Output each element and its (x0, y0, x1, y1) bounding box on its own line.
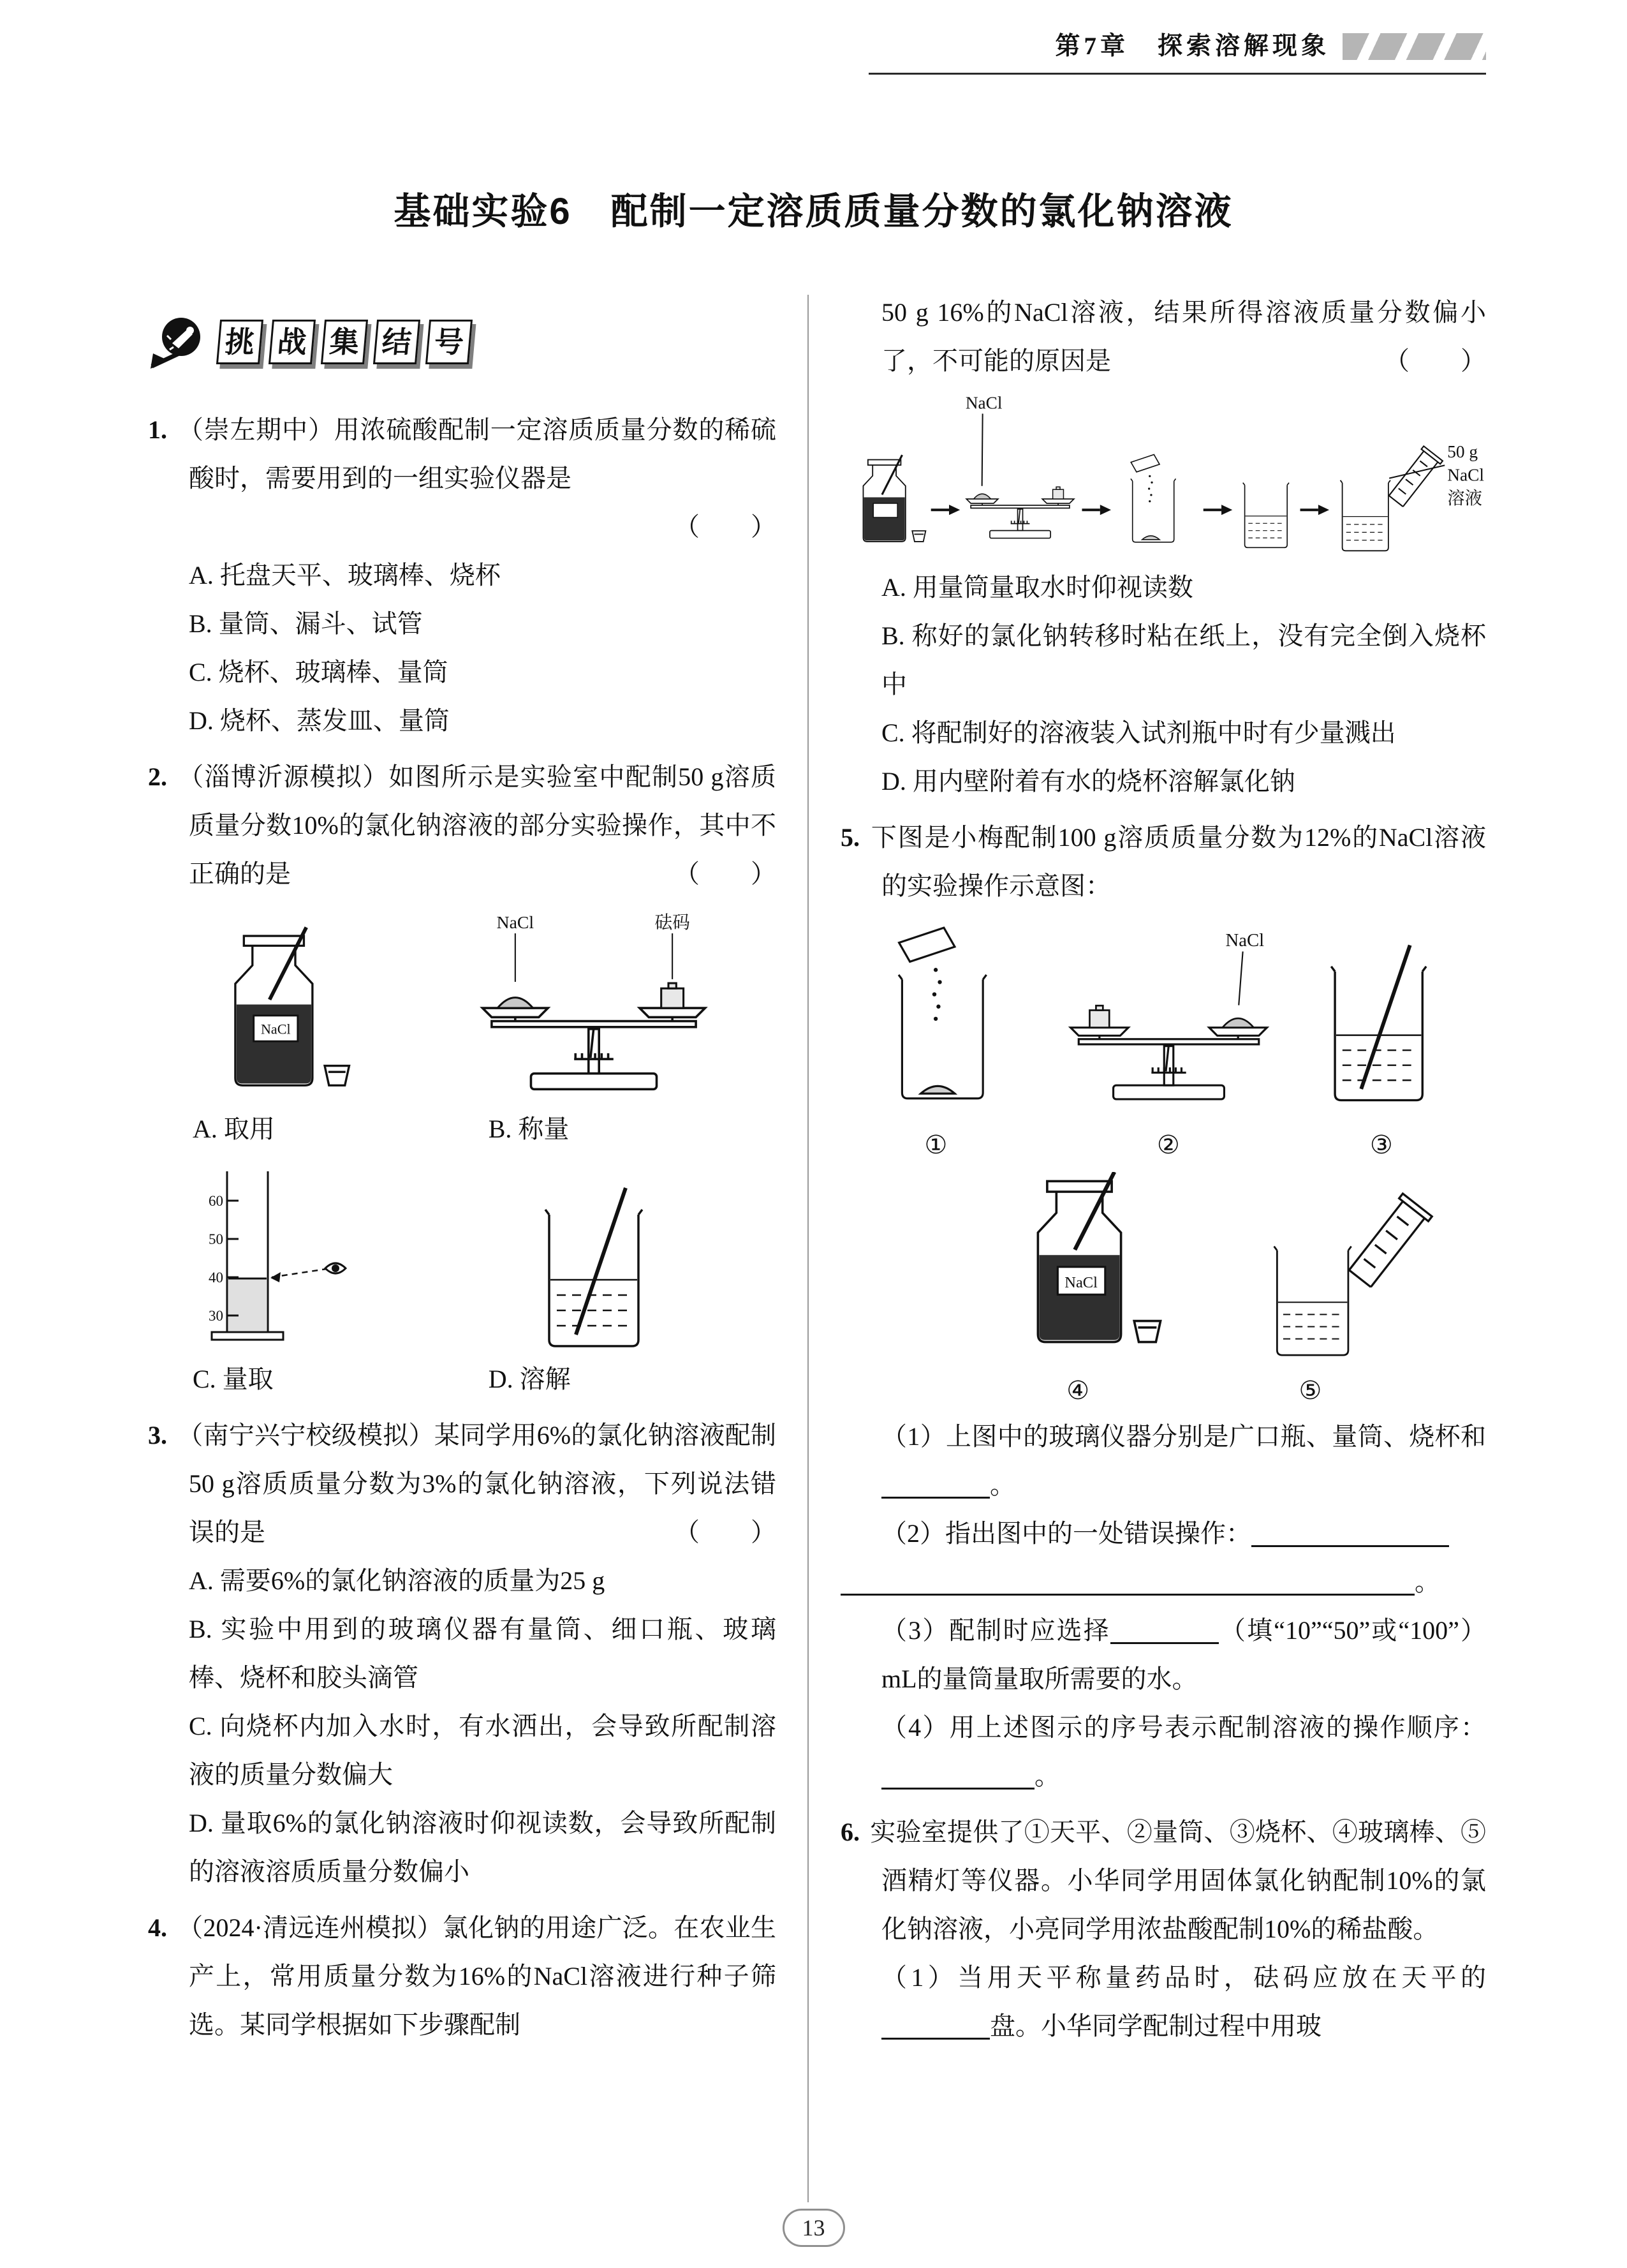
subquestion-text: 。 (990, 1471, 1015, 1500)
option-b: B. 实验中用到的玻璃仪器有量筒、细口瓶、玻璃棒、烧杯和胶头滴管 (189, 1615, 776, 1692)
option-a: A. 托盘天平、玻璃棒、烧杯 (189, 561, 501, 589)
header-rule (869, 73, 1486, 75)
blank-line (1110, 1615, 1219, 1644)
subquestion-text: （4）用上述图示的序号表示配制溶液的操作顺序： (881, 1713, 1486, 1742)
preparation-steps-figure (841, 390, 1486, 558)
q5-steps-row1-figure (841, 915, 1486, 1120)
circled-number: ④ (1066, 1376, 1090, 1405)
figure-caption: D. 溶解 (488, 1365, 571, 1393)
blank-line (841, 1566, 1415, 1596)
q2-captions-2 (148, 1355, 776, 1404)
option-b: B. 称好的氯化钠转移时粘在纸上，没有完全倒入烧杯中 (881, 621, 1486, 699)
badge-char: 号 (425, 320, 473, 364)
figure-caption: A. 取用 (193, 1115, 275, 1143)
question-number: 4. (148, 1913, 167, 1942)
question-text: （南宁兴宁校级模拟）某同学用6%的氯化钠溶液配制50 g溶质质量分数为3%的氯化钠溶液，下列说法错误的是 (177, 1421, 776, 1546)
answer-paren: （ ） (674, 859, 776, 888)
decorative-slashes-icon (1343, 33, 1486, 60)
salt-label: NaCl (496, 912, 534, 932)
q5-steps-row2-figure (841, 1172, 1486, 1366)
option-d: D. 量取6%的氯化钠溶液时仰视读数，会导致所配制的溶液溶质质量分数偏小 (189, 1809, 776, 1886)
column-divider (807, 295, 809, 2202)
question-text: 下图是小梅配制100 g溶质质量分数为12%的NaCl溶液的实验操作示意图： (870, 823, 1486, 901)
subquestion-text: （填“10”“50”或“100”）mL的量筒量取所需要的水。 (881, 1616, 1487, 1694)
weights-label: 砝码 (654, 912, 691, 932)
tick-label: 30 (208, 1308, 223, 1324)
option-b: B. 量筒、漏斗、试管 (189, 609, 423, 638)
question-3 (148, 1411, 776, 1896)
figure-caption: C. 量取 (193, 1365, 274, 1393)
blank-line (881, 1469, 990, 1499)
circled-number: ② (1156, 1130, 1180, 1159)
page-title: 基础实验6 配制一定溶质质量分数的氯化钠溶液 (394, 190, 1233, 232)
question-text: （2024·清远连州模拟）氯化钠的用途广泛。在农业生产上，常用质量分数为16%的NaCl溶液进行种子筛选。某同学根据如下步骤配制 (177, 1913, 776, 2039)
answer-paren: （ ） (1384, 346, 1486, 375)
option-a: A. 用量筒量取水时仰视读数 (881, 573, 1193, 602)
reagent-bottle-icon (203, 921, 357, 1105)
bottle-label: NaCl (260, 1021, 291, 1037)
blank-line (881, 2010, 990, 2040)
figure-caption: B. 称量 (488, 1115, 570, 1143)
circled-number: ⑤ (1299, 1376, 1322, 1405)
final-solution-label: NaCl (1447, 465, 1484, 485)
chapter-header-text: 第7章 探索溶解现象 (1055, 33, 1330, 60)
tick-label: 40 (208, 1270, 223, 1286)
subquestion-text: （3）配制时应选择 (881, 1616, 1110, 1645)
question-4 (148, 1904, 776, 2049)
page-number: 13 (802, 2215, 825, 2241)
q5-step-numbers-1 (841, 1125, 1486, 1167)
badge-char: 集 (321, 320, 368, 364)
subquestion-text: 。 (1415, 1568, 1440, 1597)
question-number: 1. (148, 415, 167, 444)
bottle-label: NaCl (1064, 1273, 1098, 1291)
circled-number: ① (924, 1130, 948, 1159)
question-text: （崇左期中）用浓硫酸配制一定溶质质量分数的稀硫酸时，需要用到的一组实验仪器是 (177, 415, 776, 493)
eye-icon (332, 1264, 339, 1272)
question-text: （淄博沂源模拟）如图所示是实验室中配制50 g溶质质量分数10%的氯化钠溶液的部分实验操作，其中不正确的是 (177, 762, 776, 888)
q2-captions-1 (148, 1105, 776, 1153)
badge-char: 结 (373, 320, 420, 364)
tick-label: 50 (208, 1231, 223, 1247)
question-4-continued (841, 288, 1486, 806)
q2-figure-row-1 (148, 908, 776, 1105)
right-column (841, 288, 1486, 2058)
question-number: 6. (841, 1818, 860, 1847)
q5-step-numbers-2 (841, 1370, 1486, 1412)
answer-paren: （ ） (674, 1518, 776, 1546)
subquestion-text: 盘。小华同学配制过程中用玻 (990, 2012, 1321, 2041)
final-solution-label: 溶液 (1447, 489, 1482, 508)
question-2 (148, 753, 776, 1404)
tick-label: 60 (208, 1193, 223, 1209)
question-6 (841, 1808, 1486, 2050)
beaker-stirring-icon (524, 1164, 664, 1355)
blank-line (881, 1760, 1034, 1790)
salt-label: NaCl (965, 393, 1003, 413)
balance-icon (469, 908, 718, 1105)
salt-label: NaCl (1225, 930, 1265, 951)
option-a: A. 需要6%的氯化钠溶液的质量为25 g (189, 1566, 605, 1595)
subquestion-text: （2）指出图中的一处错误操作： (881, 1519, 1251, 1548)
challenge-badge (148, 311, 776, 373)
graduated-cylinder-icon (194, 1164, 366, 1355)
option-c: C. 烧杯、玻璃棒、量筒 (189, 658, 448, 686)
option-c: C. 向烧杯内加入水时，有水洒出，会导致所配制溶液的质量分数偏大 (189, 1712, 776, 1789)
final-solution-label: 50 g (1447, 442, 1478, 462)
q2-figure-row-2 (148, 1164, 776, 1355)
question-text: 实验室提供了①天平、②量筒、③烧杯、④玻璃棒、⑤酒精灯等仪器。小华同学用固体氯化钠配制10%的氯化钠溶液，小亮同学用浓盐酸配制10%的稀盐酸。 (870, 1818, 1486, 1944)
question-number: 2. (148, 762, 167, 791)
page-header (1055, 32, 1486, 61)
option-d: D. 烧杯、蒸发皿、量筒 (189, 706, 450, 735)
badge-char: 战 (269, 320, 316, 364)
option-c: C. 将配制好的溶液装入试剂瓶中时有少量溅出 (881, 718, 1396, 748)
subquestion-text: （1）当用天平称量药品时，砝码应放在天平的 (881, 1963, 1486, 1992)
question-number: 5. (841, 823, 860, 852)
horn-icon (148, 311, 209, 373)
option-d: D. 用内壁附着有水的烧杯溶解氯化钠 (881, 767, 1295, 796)
question-number: 3. (148, 1421, 167, 1449)
left-column (148, 311, 776, 2057)
answer-paren: （ ） (674, 512, 776, 541)
blank-line (1251, 1518, 1449, 1547)
question-5 (841, 813, 1486, 1800)
page-number-badge (783, 2209, 845, 2247)
question-text: 50 g 16%的NaCl溶液，结果所得溶液质量分数偏小了，不可能的原因是 (881, 298, 1486, 375)
circled-number: ③ (1369, 1130, 1393, 1159)
question-1 (148, 406, 776, 745)
badge-char: 挑 (216, 320, 263, 364)
subquestion-text: （1）上图中的玻璃仪器分别是广口瓶、量筒、烧杯和 (881, 1422, 1486, 1451)
subquestion-text: 。 (1034, 1761, 1060, 1791)
